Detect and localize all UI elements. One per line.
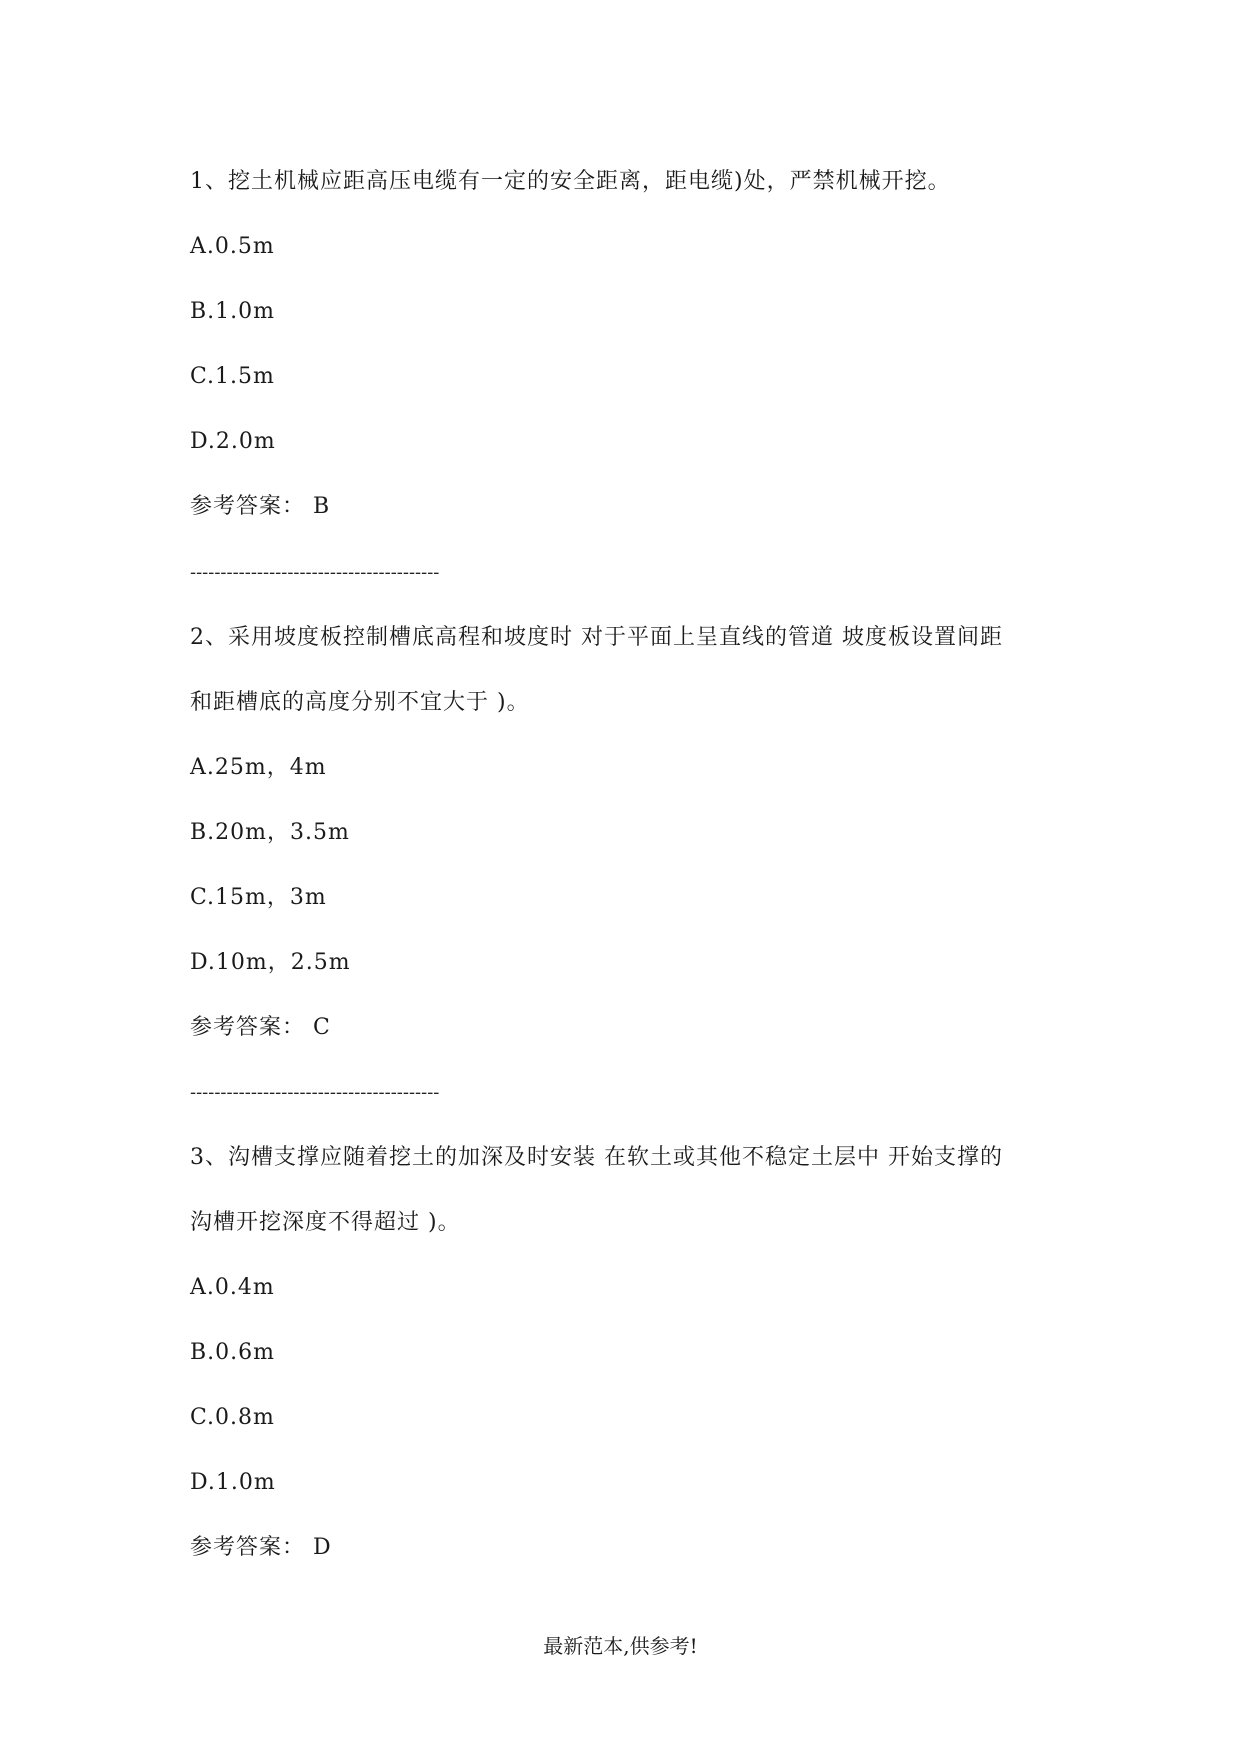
divider-2: -----------------------------------------	[190, 1082, 440, 1103]
question-3-option-b: B.0.6m	[190, 1340, 276, 1365]
question-3-stem-line-1: 3、沟槽支撑应随着挖土的加深及时安装 在软土或其他不稳定土层中 开始支撑的	[190, 1145, 1003, 1170]
question-1-option-d: D.2.0m	[190, 429, 276, 454]
page-footer: 最新范本,供参考!	[543, 1634, 698, 1658]
question-2-option-d: D.10m，2.5m	[190, 950, 351, 975]
question-3-stem-line-2: 沟槽开挖深度不得超过 )。	[190, 1210, 461, 1235]
question-3-option-d: D.1.0m	[190, 1470, 276, 1495]
divider-1: -----------------------------------------	[190, 562, 440, 583]
question-1-option-c: C.1.5m	[190, 364, 275, 389]
question-3-option-c: C.0.8m	[190, 1405, 275, 1430]
question-1-option-a: A.0.5m	[190, 234, 275, 259]
question-1-option-b: B.1.0m	[190, 299, 276, 324]
question-3-answer: 参考答案： D	[190, 1535, 332, 1560]
question-2-answer: 参考答案： C	[190, 1015, 331, 1040]
question-3-option-a: A.0.4m	[190, 1275, 275, 1300]
question-2-option-c: C.15m，3m	[190, 885, 327, 910]
question-2-stem-line-1: 2、采用坡度板控制槽底高程和坡度时 对于平面上呈直线的管道 坡度板设置间距	[190, 625, 1003, 650]
question-2-option-a: A.25m，4m	[190, 755, 327, 780]
question-2-option-b: B.20m，3.5m	[190, 820, 350, 845]
question-1-stem: 1、挖土机械应距高压电缆有一定的安全距离，距电缆)处，严禁机械开挖。	[190, 169, 951, 194]
question-2-stem-line-2: 和距槽底的高度分别不宜大于 )。	[190, 690, 530, 715]
question-1-answer: 参考答案： B	[190, 494, 331, 519]
